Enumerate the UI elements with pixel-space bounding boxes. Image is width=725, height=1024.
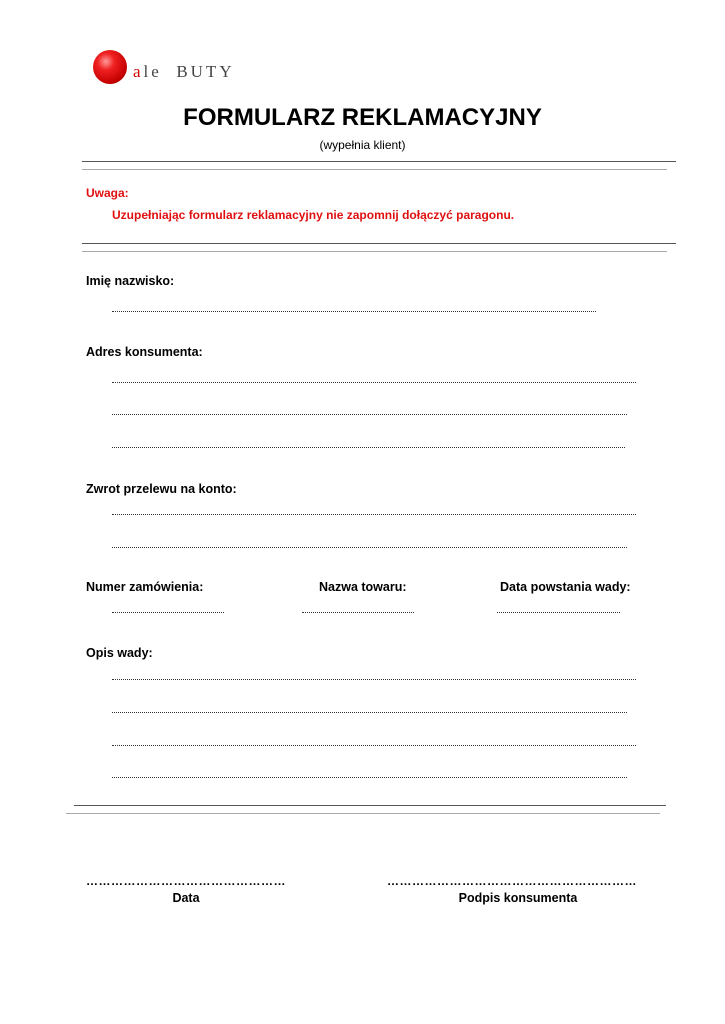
refund-account-field-line-1[interactable] <box>112 514 636 515</box>
notice-label: Uwaga: <box>86 186 129 200</box>
address-field-line-1[interactable] <box>112 382 636 383</box>
name-field[interactable] <box>112 311 596 312</box>
logo-text <box>133 62 235 82</box>
logo-rest: le BUTY <box>143 62 235 81</box>
divider-notice-1 <box>82 243 676 244</box>
refund-account-label: Zwrot przelewu na konto: <box>86 482 237 496</box>
defect-description-line-4[interactable] <box>112 777 627 778</box>
address-label: Adres konsumenta: <box>86 345 203 359</box>
order-number-label: Numer zamówienia: <box>86 580 204 594</box>
product-name-field[interactable] <box>302 612 414 613</box>
date-signature-label: Data <box>172 891 200 905</box>
defect-description-label: Opis wady: <box>86 646 153 660</box>
form-title: FORMULARZ REKLAMACYJNY <box>183 104 542 131</box>
order-number-field[interactable] <box>112 612 224 613</box>
defect-description-line-2[interactable] <box>112 712 627 713</box>
logo-mark <box>93 50 127 84</box>
product-name-label: Nazwa towaru: <box>319 580 407 594</box>
defect-date-field[interactable] <box>497 612 620 613</box>
logo-letter: a <box>133 62 144 81</box>
form-subtitle: (wypełnia klient) <box>319 138 406 152</box>
name-label: Imię nazwisko: <box>86 274 175 288</box>
defect-description-line-1[interactable] <box>112 679 636 680</box>
address-field-line-2[interactable] <box>112 414 627 415</box>
notice-text: Uzupełniając formularz reklamacyjny nie zapomnij dołączyć paragonu. <box>112 208 515 222</box>
divider-top-2 <box>82 169 667 170</box>
divider-top-1 <box>82 161 676 162</box>
divider-notice-2 <box>82 251 667 252</box>
refund-account-field-line-2[interactable] <box>112 547 627 548</box>
consumer-signature-line[interactable]: …………………………………………………… <box>387 874 637 888</box>
address-field-line-3[interactable] <box>112 447 625 448</box>
date-signature-line[interactable]: ………………………………………… <box>86 874 286 888</box>
defect-description-line-3[interactable] <box>112 745 636 746</box>
divider-bottom-2 <box>66 813 660 814</box>
consumer-signature-label: Podpis konsumenta <box>458 891 578 905</box>
divider-bottom-1 <box>74 805 666 806</box>
defect-date-label: Data powstania wady: <box>500 580 631 594</box>
